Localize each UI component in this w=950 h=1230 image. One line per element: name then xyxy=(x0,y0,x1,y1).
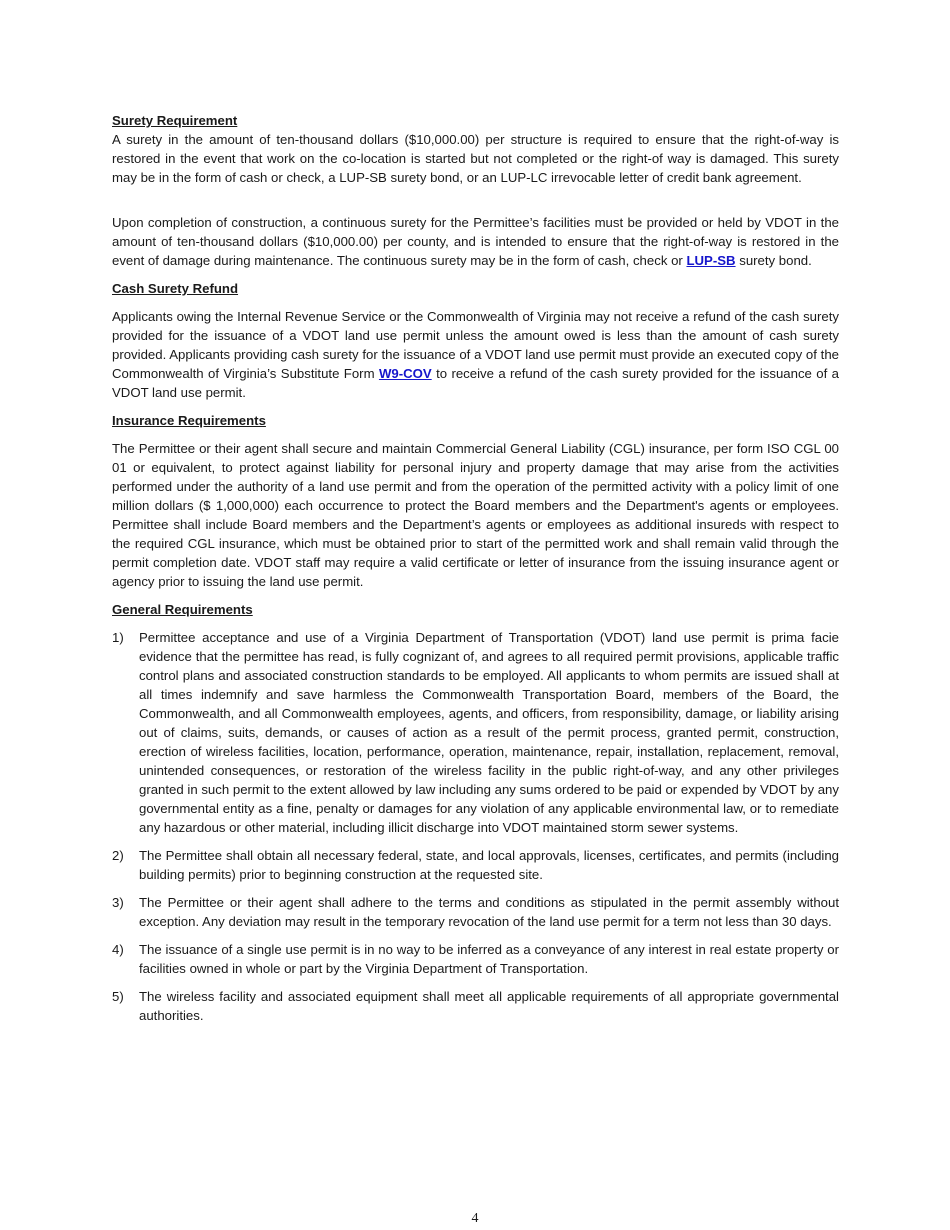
list-item-text: The wireless facility and associated equipment shall meet all applicable requirements of all appropriate governmental authorities. xyxy=(139,989,839,1023)
refund-paragraph-tail: to receive a refund of the cash surety provided for the issuance of a VDOT land use permit. xyxy=(112,366,839,400)
list-item-text: Permittee acceptance and use of a Virginia Department of Transportation (VDOT) land use permit is prima facie evidence that the permittee has read, is fully cognizant of, and agrees to all required permit provisions, applicable traffic control plans and associated construction standards to be employed. All applicants to whom permits are issued shall at all times indemnify and save harmless the Commonwealth Transportation Board, members of the Board, the Commonwealth, and all Commonwealth employees, agents, and officers, from responsibility, damage, or liability arising out of claims, suits, demands, or causes of action as a result of the permit process, granted permit, construction, erection of wireless facilities, location, performance, operation, maintenance, repair, installation, replacement, removal, unintended consequences, or restoration of the wireless facility in the public right-of-way, and any other privileges granted in such permit to the extent allowed by law including any sums ordered to be paid or expended by VDOT by any governmental entity as a fine, penalty or damages for any violation of any applicable environmental law, or to remediate any hazardous or other material, including illicit discharge into VDOT maintained storm sewer systems. xyxy=(139,630,839,835)
list-item-text: The Permittee or their agent shall adhere to the terms and conditions as stipulated in the permit assembly without exception. Any deviation may result in the temporary revocation of the land use permit for a term not less than 30 days. xyxy=(139,895,839,929)
list-item-number: 1) xyxy=(112,630,124,645)
surety-requirement-heading: Surety Requirement xyxy=(112,113,238,128)
list-item-number: 3) xyxy=(112,895,124,910)
list-item xyxy=(112,987,839,1025)
list-item xyxy=(112,893,839,931)
insurance-paragraph: The Permittee or their agent shall secure and maintain Commercial General Liability (CGL) insurance, per form ISO CGL 00 01 or equivalent, to protect against liability for personal injury and property damage that may arise from the activities performed under the authority of a land use permit and from the operation of the permitted activity with a policy limit of one million dollars ($ 1,000,000) each occurrence to protect the Board members and the Department's agents or employees. Permittee shall include Board members and the Department’s agents or employees as additional insureds with respect to the required CGL insurance, which must be obtained prior to start of the permitted work and shall remain valid through the permit completion date. VDOT staff may require a valid certificate or letter of insurance from the issuing insurance agent or agency prior to issuing the land use permit. xyxy=(112,441,839,589)
list-item-number: 5) xyxy=(112,989,124,1004)
surety-paragraph-2-text: Upon completion of construction, a continuous surety for the Permittee’s facilities must be provided or held by VDOT in the amount of ten-thousand dollars ($10,000.00) per county, and is intended to ensure that the right-of-way is restored in the event of damage during maintenance. The continuous surety may be in the form of cash, check or xyxy=(112,215,839,268)
list-item-number: 4) xyxy=(112,942,124,957)
insurance-requirements-heading: Insurance Requirements xyxy=(112,413,266,428)
cash-surety-refund-heading: Cash Surety Refund xyxy=(112,281,239,296)
surety-paragraph-1: A surety in the amount of ten-thousand dollars ($10,000.00) per structure is required to ensure that the right-of-way is restored in the event that work on the co-location is started but not completed or the right-of way is damaged. This surety may be in the form of cash or check, a LUP-SB surety bond, or an LUP-LC irrevocable letter of credit bank agreement. xyxy=(112,132,839,185)
list-item xyxy=(112,846,839,884)
surety-paragraph-2 xyxy=(112,213,839,270)
surety-paragraph-2-tail: surety bond. xyxy=(735,253,812,268)
refund-paragraph-text: Applicants owing the Internal Revenue Service or the Commonwealth of Virginia may not receive a refund of the cash surety provided for the issuance of a VDOT land use permit unless the amount owed is less than the amount of cash surety provided. Applicants providing cash surety for the issuance of a VDOT land use permit must provide an executed copy of the Commonwealth of Virginia’s Substitute Form xyxy=(112,309,839,381)
w9-cov-link[interactable]: W9-COV xyxy=(378,366,432,381)
list-item xyxy=(112,628,839,837)
list-item-text: The Permittee shall obtain all necessary federal, state, and local approvals, licenses, certificates, and permits (including building permits) prior to beginning construction at the requested site. xyxy=(139,848,839,882)
list-item-number: 2) xyxy=(112,848,124,863)
list-item-text: The issuance of a single use permit is in no way to be inferred as a conveyance of any interest in real estate property or facilities owned in whole or part by the Virginia Department of Transportation. xyxy=(139,942,839,976)
list-item xyxy=(112,940,839,978)
general-requirements-heading: General Requirements xyxy=(112,602,253,617)
cash-surety-refund-paragraph xyxy=(112,307,839,402)
page-number: 4 xyxy=(471,1211,479,1226)
general-requirements-list xyxy=(112,628,839,1025)
lup-sb-link[interactable]: LUP-SB xyxy=(686,253,736,268)
document-page xyxy=(112,111,839,1034)
